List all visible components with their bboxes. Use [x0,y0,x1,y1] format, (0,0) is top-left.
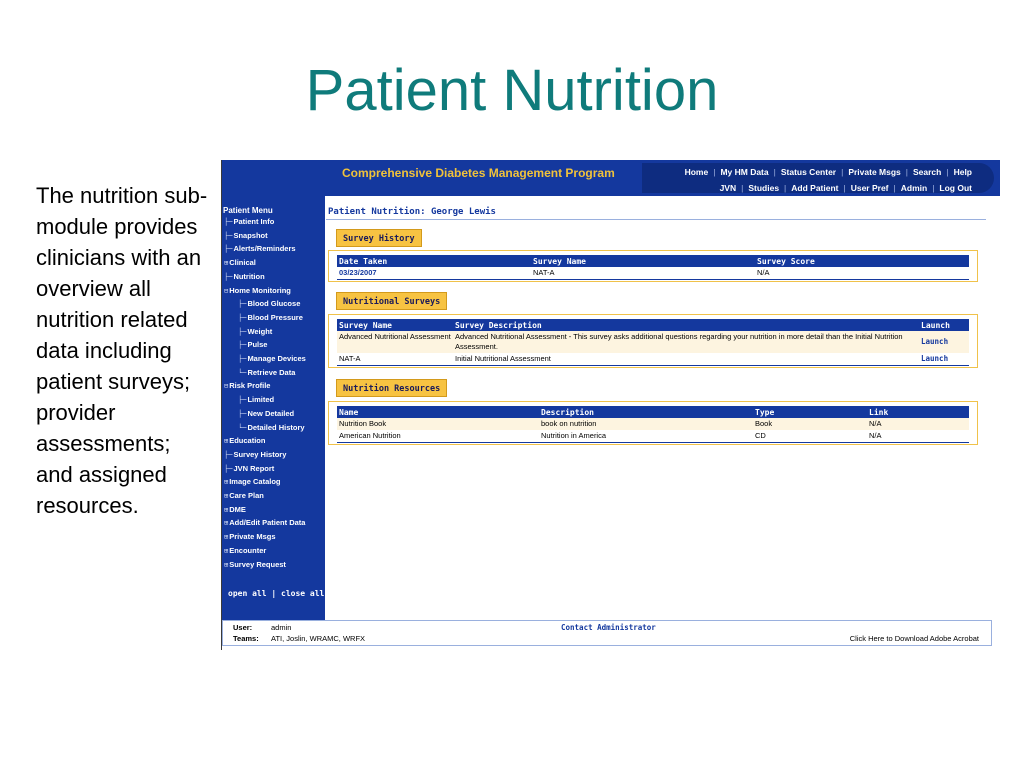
resource-name-cell: American Nutrition [337,430,539,443]
resource-link-cell: N/A [867,430,969,443]
sidebar-item-label: Pulse [247,340,268,350]
column-header: Launch [919,319,969,331]
sidebar-item-label: Detailed History [247,422,305,432]
tree-branch-icon: └─ [238,368,247,377]
expand-icon: ⊞ [224,560,229,569]
column-header: Date Taken [337,255,531,267]
sidebar-item-label: New Detailed [247,408,295,418]
nav-separator: | [713,167,716,177]
expand-icon: ⊞ [224,259,229,268]
table-row [337,331,969,353]
tree-branch-icon: ├─ [224,272,233,281]
page-title: Patient Nutrition: George Lewis [328,207,496,217]
table-header-row [337,255,969,267]
open-all-link[interactable]: open all [228,589,267,598]
sidebar-item[interactable] [238,409,294,418]
close-all-link[interactable]: close all [281,589,325,598]
column-header: Name [337,406,539,418]
sidebar-item[interactable] [224,258,256,267]
sidebar-item[interactable] [238,423,305,432]
sidebar-item[interactable] [224,436,265,445]
nav-admin[interactable]: Admin [900,183,928,193]
sidebar-item-label: Survey Request [229,559,286,569]
sidebar-item[interactable] [224,231,268,240]
nav-user-pref[interactable]: User Pref [850,183,889,193]
column-header: Survey Score [755,255,969,267]
sidebar-item-label: Education [229,436,266,446]
expand-icon: ⊞ [224,505,229,514]
nutrition-resources-panel [328,401,978,445]
table-header-row [337,319,969,331]
app-footer [222,620,1000,650]
survey-history-table [337,255,969,280]
nav-separator: | [784,183,787,193]
sidebar-item-label: Blood Glucose [247,299,301,309]
sidebar-item[interactable] [238,340,267,349]
survey-description-cell: Initial Nutritional Assessment [453,353,919,366]
expand-icon: ⊞ [224,546,229,555]
sidebar-item-label: Image Catalog [229,477,281,487]
resource-type-cell: Book [753,418,867,430]
sidebar-item-label: Alerts/Reminders [233,244,296,254]
nav-my-hm-data[interactable]: My HM Data [720,167,769,177]
sidebar-item-label: Care Plan [229,491,264,500]
nutritional-surveys-table [337,319,969,366]
sidebar-item[interactable] [224,381,270,390]
sidebar-item-label: Snapshot [233,230,268,240]
nav-separator: | [773,167,776,177]
download-acrobat-link[interactable]: Click Here to Download Adobe Acrobat [849,634,979,643]
survey-score-cell: N/A [755,267,969,280]
sidebar-item-label: Risk Profile [229,381,271,391]
tree-branch-icon: ├─ [238,327,247,336]
column-header: Type [753,406,867,418]
survey-name-cell: NAT-A [531,267,755,280]
survey-history-panel [328,250,978,282]
nutrition-resources-table [337,406,969,443]
tree-branch-icon: └─ [238,423,247,432]
top-nav-row-1 [685,167,972,177]
nutrition-resources-button[interactable]: Nutrition Resources [336,379,447,397]
nav-add-patient[interactable]: Add Patient [791,183,839,193]
nav-separator: | [741,183,744,193]
sidebar-item-label: JVN Report [233,463,275,473]
column-header: Survey Name [531,255,755,267]
survey-name-cell: Advanced Nutritional Assessment [337,331,453,353]
user-value: admin [271,623,292,632]
sidebar-item[interactable] [224,477,280,486]
slide-description: The nutrition sub-module provides clinicians with an overview all nutrition related data including patient surveys; provider assessments; and assigned resources. [36,183,208,518]
nav-search[interactable]: Search [913,167,942,177]
sidebar-item-label: Add/Edit Patient Data [229,518,306,528]
tree-branch-icon: ├─ [238,341,247,350]
sidebar-item-label: Retrieve Data [247,367,296,377]
table-row [337,353,969,366]
nav-home[interactable]: Home [684,167,709,177]
program-title: Comprehensive Diabetes Management Program [342,166,615,180]
collapse-icon: ⊟ [224,286,229,295]
table-row [337,418,969,430]
sidebar-item[interactable] [238,299,300,308]
sidebar-item-label: DME [229,504,246,514]
heading-divider [326,219,986,220]
sidebar-item-label: Private Msgs [229,532,276,542]
sidebar-item-label: Nutrition [233,271,265,281]
top-nav-row-2 [720,183,972,193]
expand-icon: ⊞ [224,437,229,446]
sidebar-item[interactable] [238,395,274,404]
tree-branch-icon: ├─ [238,355,247,363]
main-content [326,196,1000,620]
table-row [337,430,969,443]
nav-separator: | [841,167,844,177]
teams-value: ATI, Joslin, WRAMC, WRFX [271,634,366,643]
column-header: Survey Name [337,319,453,331]
sidebar-item[interactable] [224,518,305,527]
tree-branch-icon: ├─ [224,450,233,459]
top-navigation [642,160,998,196]
survey-name-cell: NAT-A [337,353,453,366]
survey-history-button[interactable]: Survey History [336,229,422,247]
nav-separator: | [946,167,949,177]
nutritional-surveys-button[interactable]: Nutritional Surveys [336,292,447,310]
sidebar-item-label: Encounter [229,545,267,555]
sidebar-item[interactable] [238,313,303,322]
sidebar-item[interactable] [224,560,286,569]
nav-status-center[interactable]: Status Center [780,167,837,177]
sidebar-item-label: Weight [247,326,273,336]
nav-private-msgs[interactable]: Private Msgs [848,167,901,177]
app-screenshot [221,160,1000,650]
sidebar-item-label: Manage Devices [247,354,306,363]
column-header: Description [539,406,753,418]
sidebar-item[interactable] [224,272,265,281]
sidebar-item[interactable] [224,450,286,459]
sidebar-item-label: Blood Pressure [247,312,303,322]
sidebar-item-label: Survey History [233,449,287,459]
sidebar-item-label: Limited [247,395,275,405]
collapse-icon: ⊟ [224,382,229,391]
tree-branch-icon: ├─ [238,409,247,418]
column-header: Link [867,406,969,418]
table-row [337,267,969,280]
sidebar-item[interactable] [224,546,266,555]
launch-link[interactable]: Launch [919,353,969,366]
nav-separator: | [843,183,846,193]
tree-branch-icon: ├─ [238,396,247,405]
tree-branch-icon: ├─ [238,300,247,309]
survey-description-cell: Advanced Nutritional Assessment - This survey asks additional questions regarding your nutrition in more detail than the Initial Nutrition Assessment. [453,331,919,353]
app-header [222,160,1000,196]
nav-jvn[interactable]: JVN [719,183,737,193]
resource-link-cell: N/A [867,418,969,430]
expand-icon: ⊞ [224,533,229,542]
sidebar-item[interactable] [224,491,264,500]
sidebar-item[interactable] [238,354,306,363]
resource-description-cell: book on nutrition [539,418,753,430]
user-label: User: [233,623,253,632]
teams-label: Teams: [233,634,259,643]
launch-link[interactable]: Launch [919,331,969,353]
footer-bar [222,620,992,646]
sidebar-item-label: Home Monitoring [229,285,291,295]
tree-branch-icon: ├─ [224,218,233,226]
contact-administrator-link[interactable]: Contact Administrator [561,623,656,632]
sidebar-item-label: Patient Info [233,217,275,226]
slide-title: Patient Nutrition [305,58,719,123]
open-close-divider: | [271,589,277,598]
menu-expand-controls [228,589,324,598]
resource-description-cell: Nutrition in America [539,430,753,443]
nutritional-surveys-panel [328,314,978,368]
sidebar-item[interactable] [224,286,291,295]
sidebar-item[interactable] [224,464,274,473]
table-header-row [337,406,969,418]
expand-icon: ⊞ [224,478,229,487]
sidebar-item[interactable] [224,244,296,253]
tree-branch-icon: ├─ [224,245,233,254]
expand-icon: ⊞ [224,519,229,528]
expand-icon: ⊞ [224,492,229,500]
tree-branch-icon: ├─ [238,313,247,322]
sidebar-item[interactable] [224,217,274,226]
resource-type-cell: CD [753,430,867,443]
date-taken-cell: 03/23/2007 [337,267,531,280]
sidebar-item[interactable] [224,532,276,541]
sidebar-item[interactable] [238,327,272,336]
nav-help[interactable]: Help [953,167,972,177]
tree-branch-icon: ├─ [224,231,233,240]
nav-studies[interactable]: Studies [748,183,780,193]
tree-branch-icon: ├─ [224,464,233,473]
resource-name-cell: Nutrition Book [337,418,539,430]
sidebar-item[interactable] [224,505,246,514]
nav-separator: | [893,183,896,193]
nav-log-out[interactable]: Log Out [939,183,972,193]
column-header: Survey Description [453,319,919,331]
patient-menu-title: Patient Menu [223,206,273,215]
nav-separator: | [932,183,935,193]
sidebar-item-label: Clinical [229,258,256,268]
patient-menu-sidebar [222,196,325,620]
sidebar-item[interactable] [238,368,295,377]
nav-separator: | [905,167,908,177]
